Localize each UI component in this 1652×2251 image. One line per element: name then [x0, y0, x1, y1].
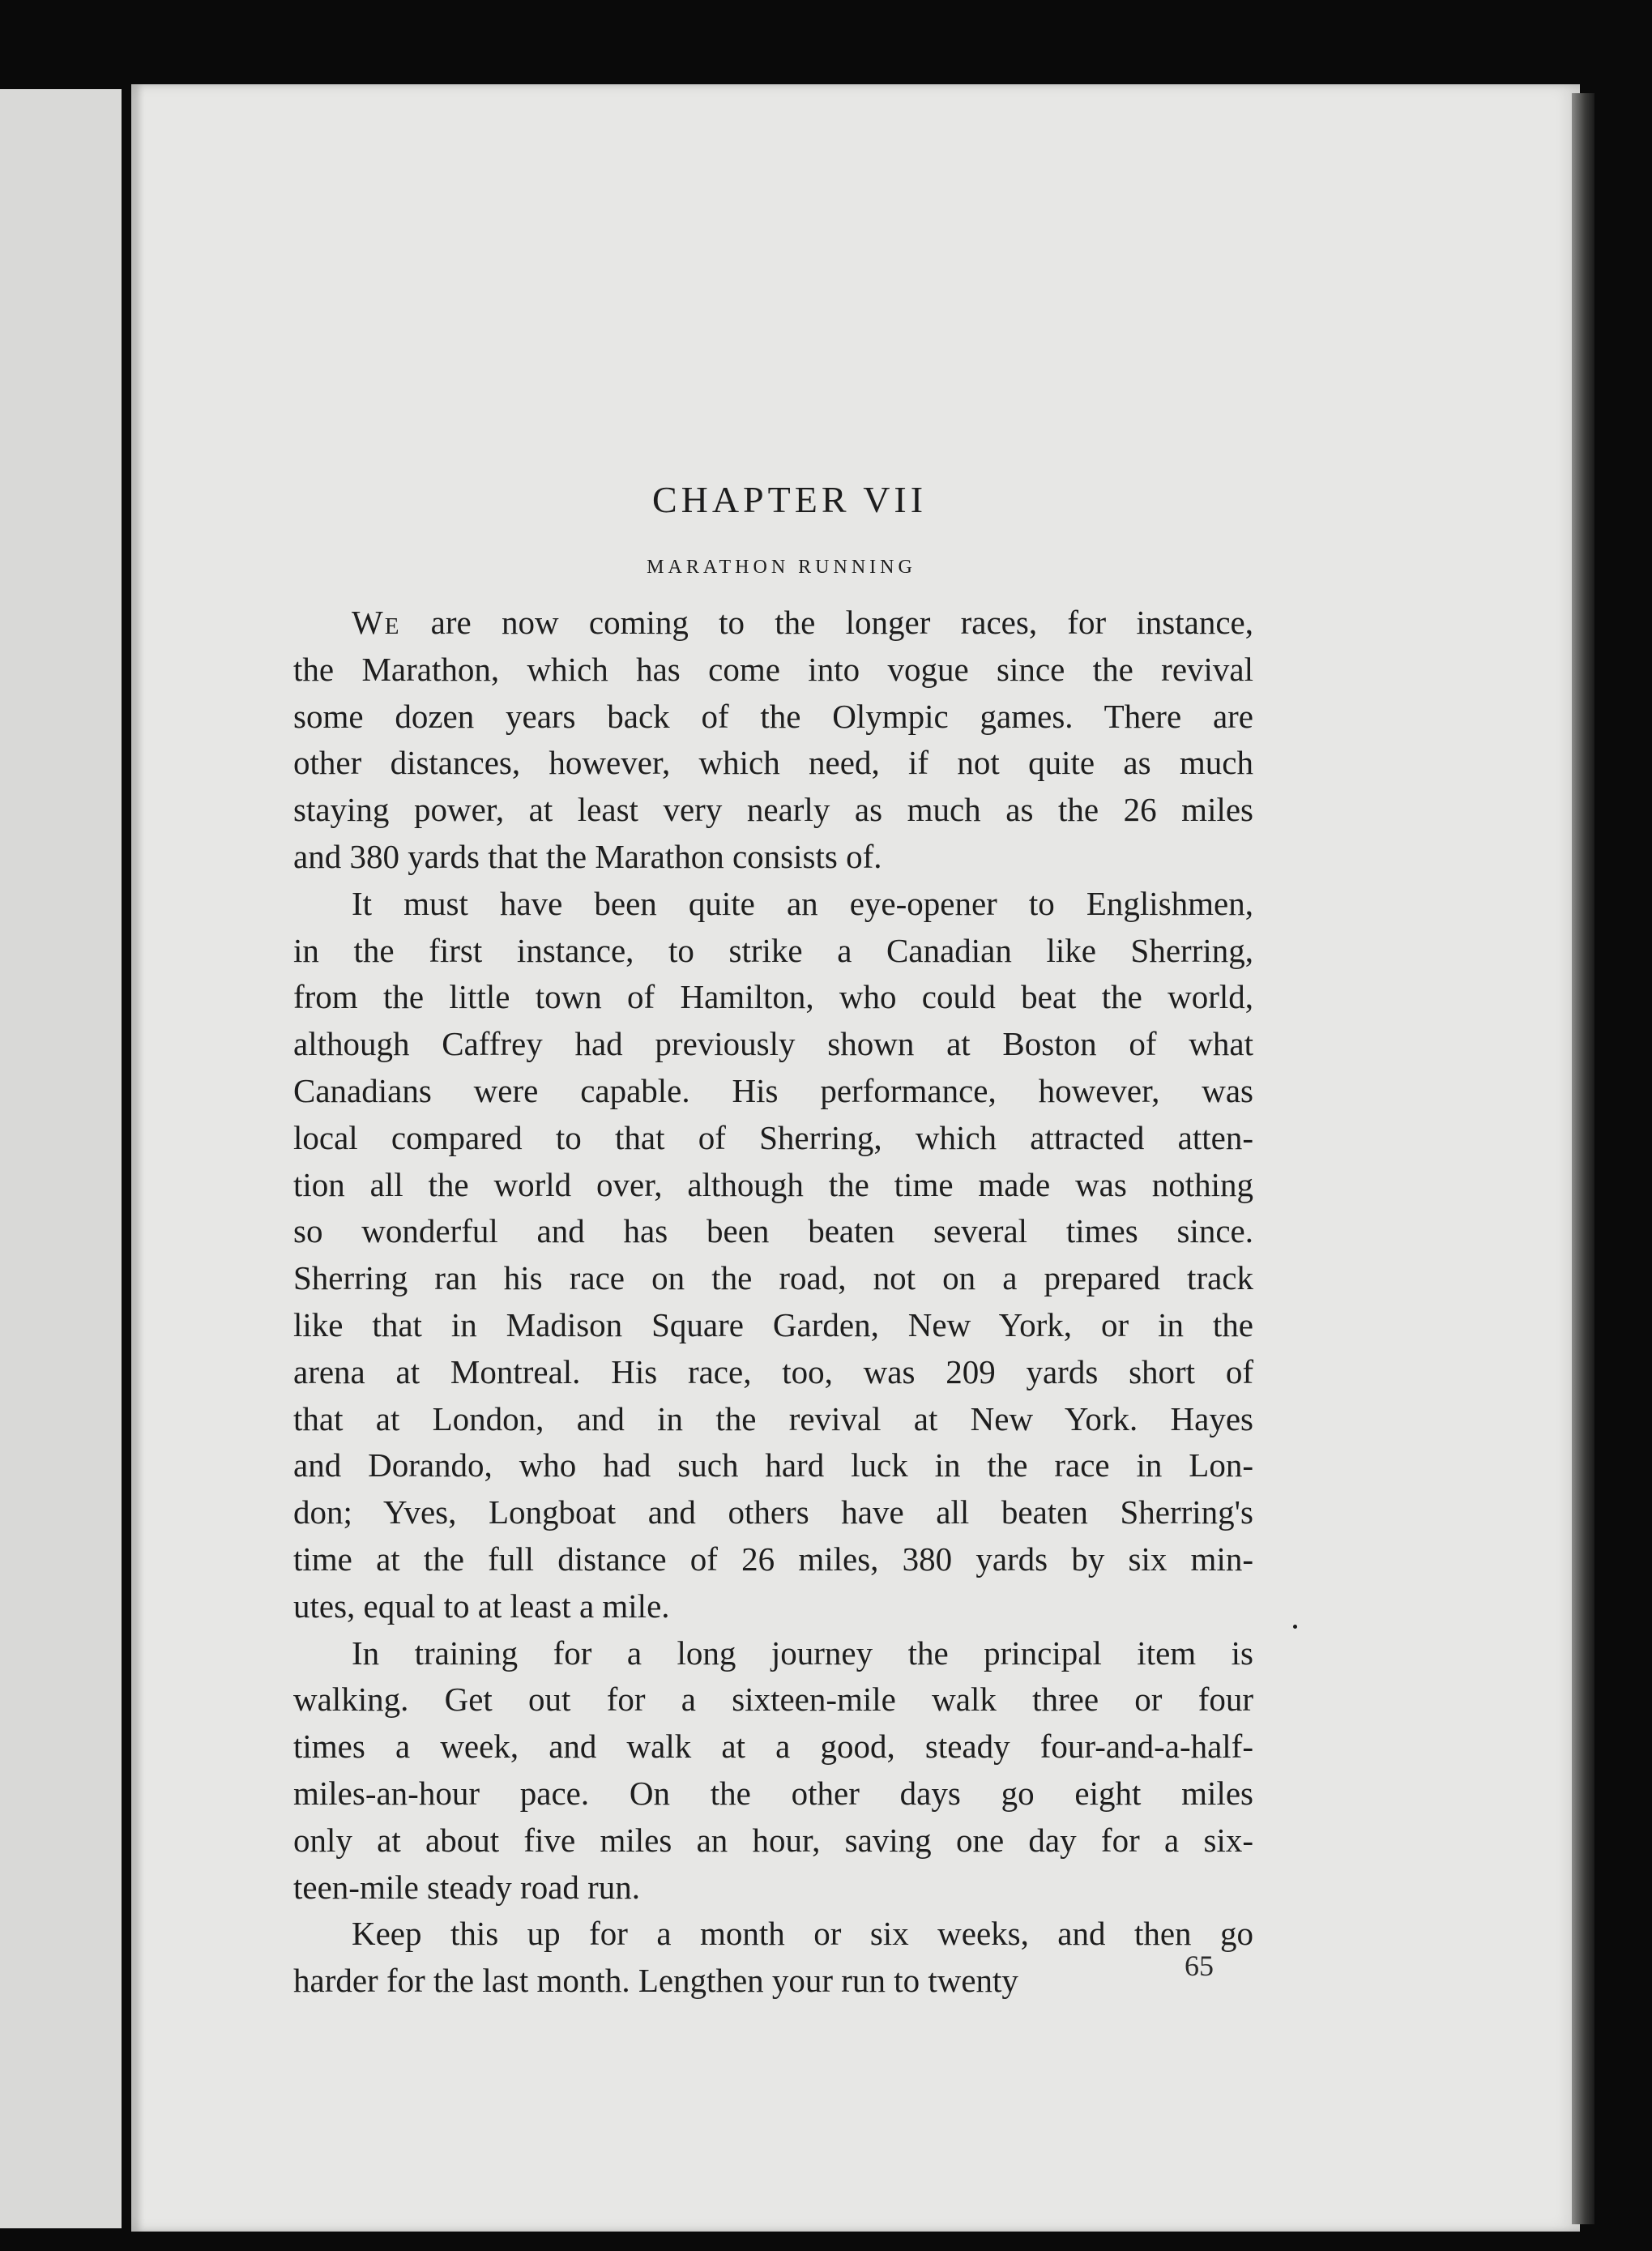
line-text: walking. Get out for a sixteen-mile walk three or four — [293, 1681, 1253, 1719]
text-line — [293, 1723, 1253, 1770]
page-text — [293, 478, 1253, 2005]
text-line — [293, 1396, 1253, 1443]
page-number: 65 — [1185, 1950, 1214, 1982]
text-line — [293, 1068, 1253, 1115]
text-line — [293, 1911, 1253, 1958]
text-line — [293, 1677, 1253, 1723]
line-text: harder for the last month. Lengthen your run to twenty — [293, 1962, 1018, 2000]
text-line — [293, 647, 1253, 694]
text-line — [293, 1349, 1253, 1396]
text-line — [293, 1302, 1253, 1349]
text-line — [293, 1115, 1253, 1162]
scan-speck — [1293, 1625, 1297, 1629]
text-line — [293, 1630, 1253, 1677]
text-line — [293, 1162, 1253, 1209]
line-text: and 380 yards that the Marathon consists of. — [293, 837, 882, 875]
line-text: local compared to that of Sherring, which attracted atten- — [293, 1118, 1253, 1156]
text-line — [293, 834, 1253, 881]
line-text: and Dorando, who had such hard luck in the race in Lon- — [293, 1446, 1253, 1484]
line-text: Canadians were capable. His performance, however, was — [293, 1071, 1253, 1109]
small-caps-opening: We — [352, 604, 401, 641]
line-text: other distances, however, which need, if not quite as much — [293, 744, 1253, 782]
line-text: don; Yves, Longboat and others have all beaten Sherring's — [293, 1493, 1253, 1531]
line-text: are now coming to the longer races, for instance, — [400, 604, 1253, 641]
page-stack-edge — [1572, 93, 1594, 2224]
text-line — [293, 1958, 1253, 2005]
line-text: that at London, and in the revival at New York. Hayes — [293, 1399, 1253, 1437]
line-text: staying power, at least very nearly as much as the 26 miles — [293, 791, 1253, 829]
paragraph — [293, 881, 1253, 1630]
text-line — [293, 1536, 1253, 1583]
text-line — [293, 1021, 1253, 1068]
text-line — [293, 694, 1253, 741]
chapter-title: CHAPTER VII — [651, 479, 928, 520]
text-line — [293, 928, 1253, 975]
line-text: Sherring ran his race on the road, not on a prepared track — [293, 1259, 1253, 1297]
text-line — [293, 1864, 1253, 1911]
text-line — [293, 787, 1253, 834]
facing-page-edge — [0, 89, 122, 2228]
line-text: in the first instance, to strike a Canadian like Sherring, — [293, 931, 1253, 969]
text-line — [293, 1817, 1253, 1864]
text-line — [293, 1208, 1253, 1255]
line-text: like that in Madison Square Garden, New York, or in the — [293, 1305, 1253, 1343]
text-line — [293, 881, 1253, 928]
body-text — [293, 600, 1253, 2005]
line-text: arena at Montreal. His race, too, was 209 yards short of — [293, 1352, 1253, 1390]
paragraph — [293, 1911, 1253, 2005]
text-line — [293, 1442, 1253, 1489]
paragraph — [293, 600, 1253, 881]
line-text: teen-mile steady road run. — [293, 1868, 641, 1906]
line-text: the Marathon, which has come into vogue since the revival — [293, 650, 1253, 688]
section-title: MARATHON RUNNING — [647, 557, 916, 578]
text-line — [293, 1770, 1253, 1817]
line-text: only at about five miles an hour, saving one day for a six- — [293, 1821, 1253, 1859]
line-text: In training for a long journey the principal item is — [352, 1634, 1253, 1672]
line-text: some dozen years back of the Olympic games. There are — [293, 697, 1253, 735]
line-text: It must have been quite an eye-opener to Englishmen, — [352, 884, 1253, 922]
line-text: so wonderful and has been beaten several times since. — [293, 1212, 1253, 1250]
paragraph — [293, 1630, 1253, 1911]
text-line — [293, 600, 1253, 647]
text-line — [293, 1489, 1253, 1536]
line-text: utes, equal to at least a mile. — [293, 1587, 670, 1625]
text-line — [293, 740, 1253, 787]
text-line — [293, 974, 1253, 1021]
line-text: tion all the world over, although the time made was nothing — [293, 1165, 1253, 1203]
line-text: Keep this up for a month or six weeks, and then go — [352, 1915, 1253, 1953]
line-text: time at the full distance of 26 miles, 380 yards by six min- — [293, 1540, 1253, 1578]
text-line — [293, 1255, 1253, 1302]
line-text: times a week, and walk at a good, steady four-and-a-half- — [293, 1728, 1253, 1766]
text-line — [293, 1583, 1253, 1630]
line-text: although Caffrey had previously shown at Boston of what — [293, 1025, 1253, 1063]
line-text: miles-an-hour pace. On the other days go eight miles — [293, 1774, 1253, 1812]
line-text: from the little town of Hamilton, who could beat the world, — [293, 978, 1253, 1016]
